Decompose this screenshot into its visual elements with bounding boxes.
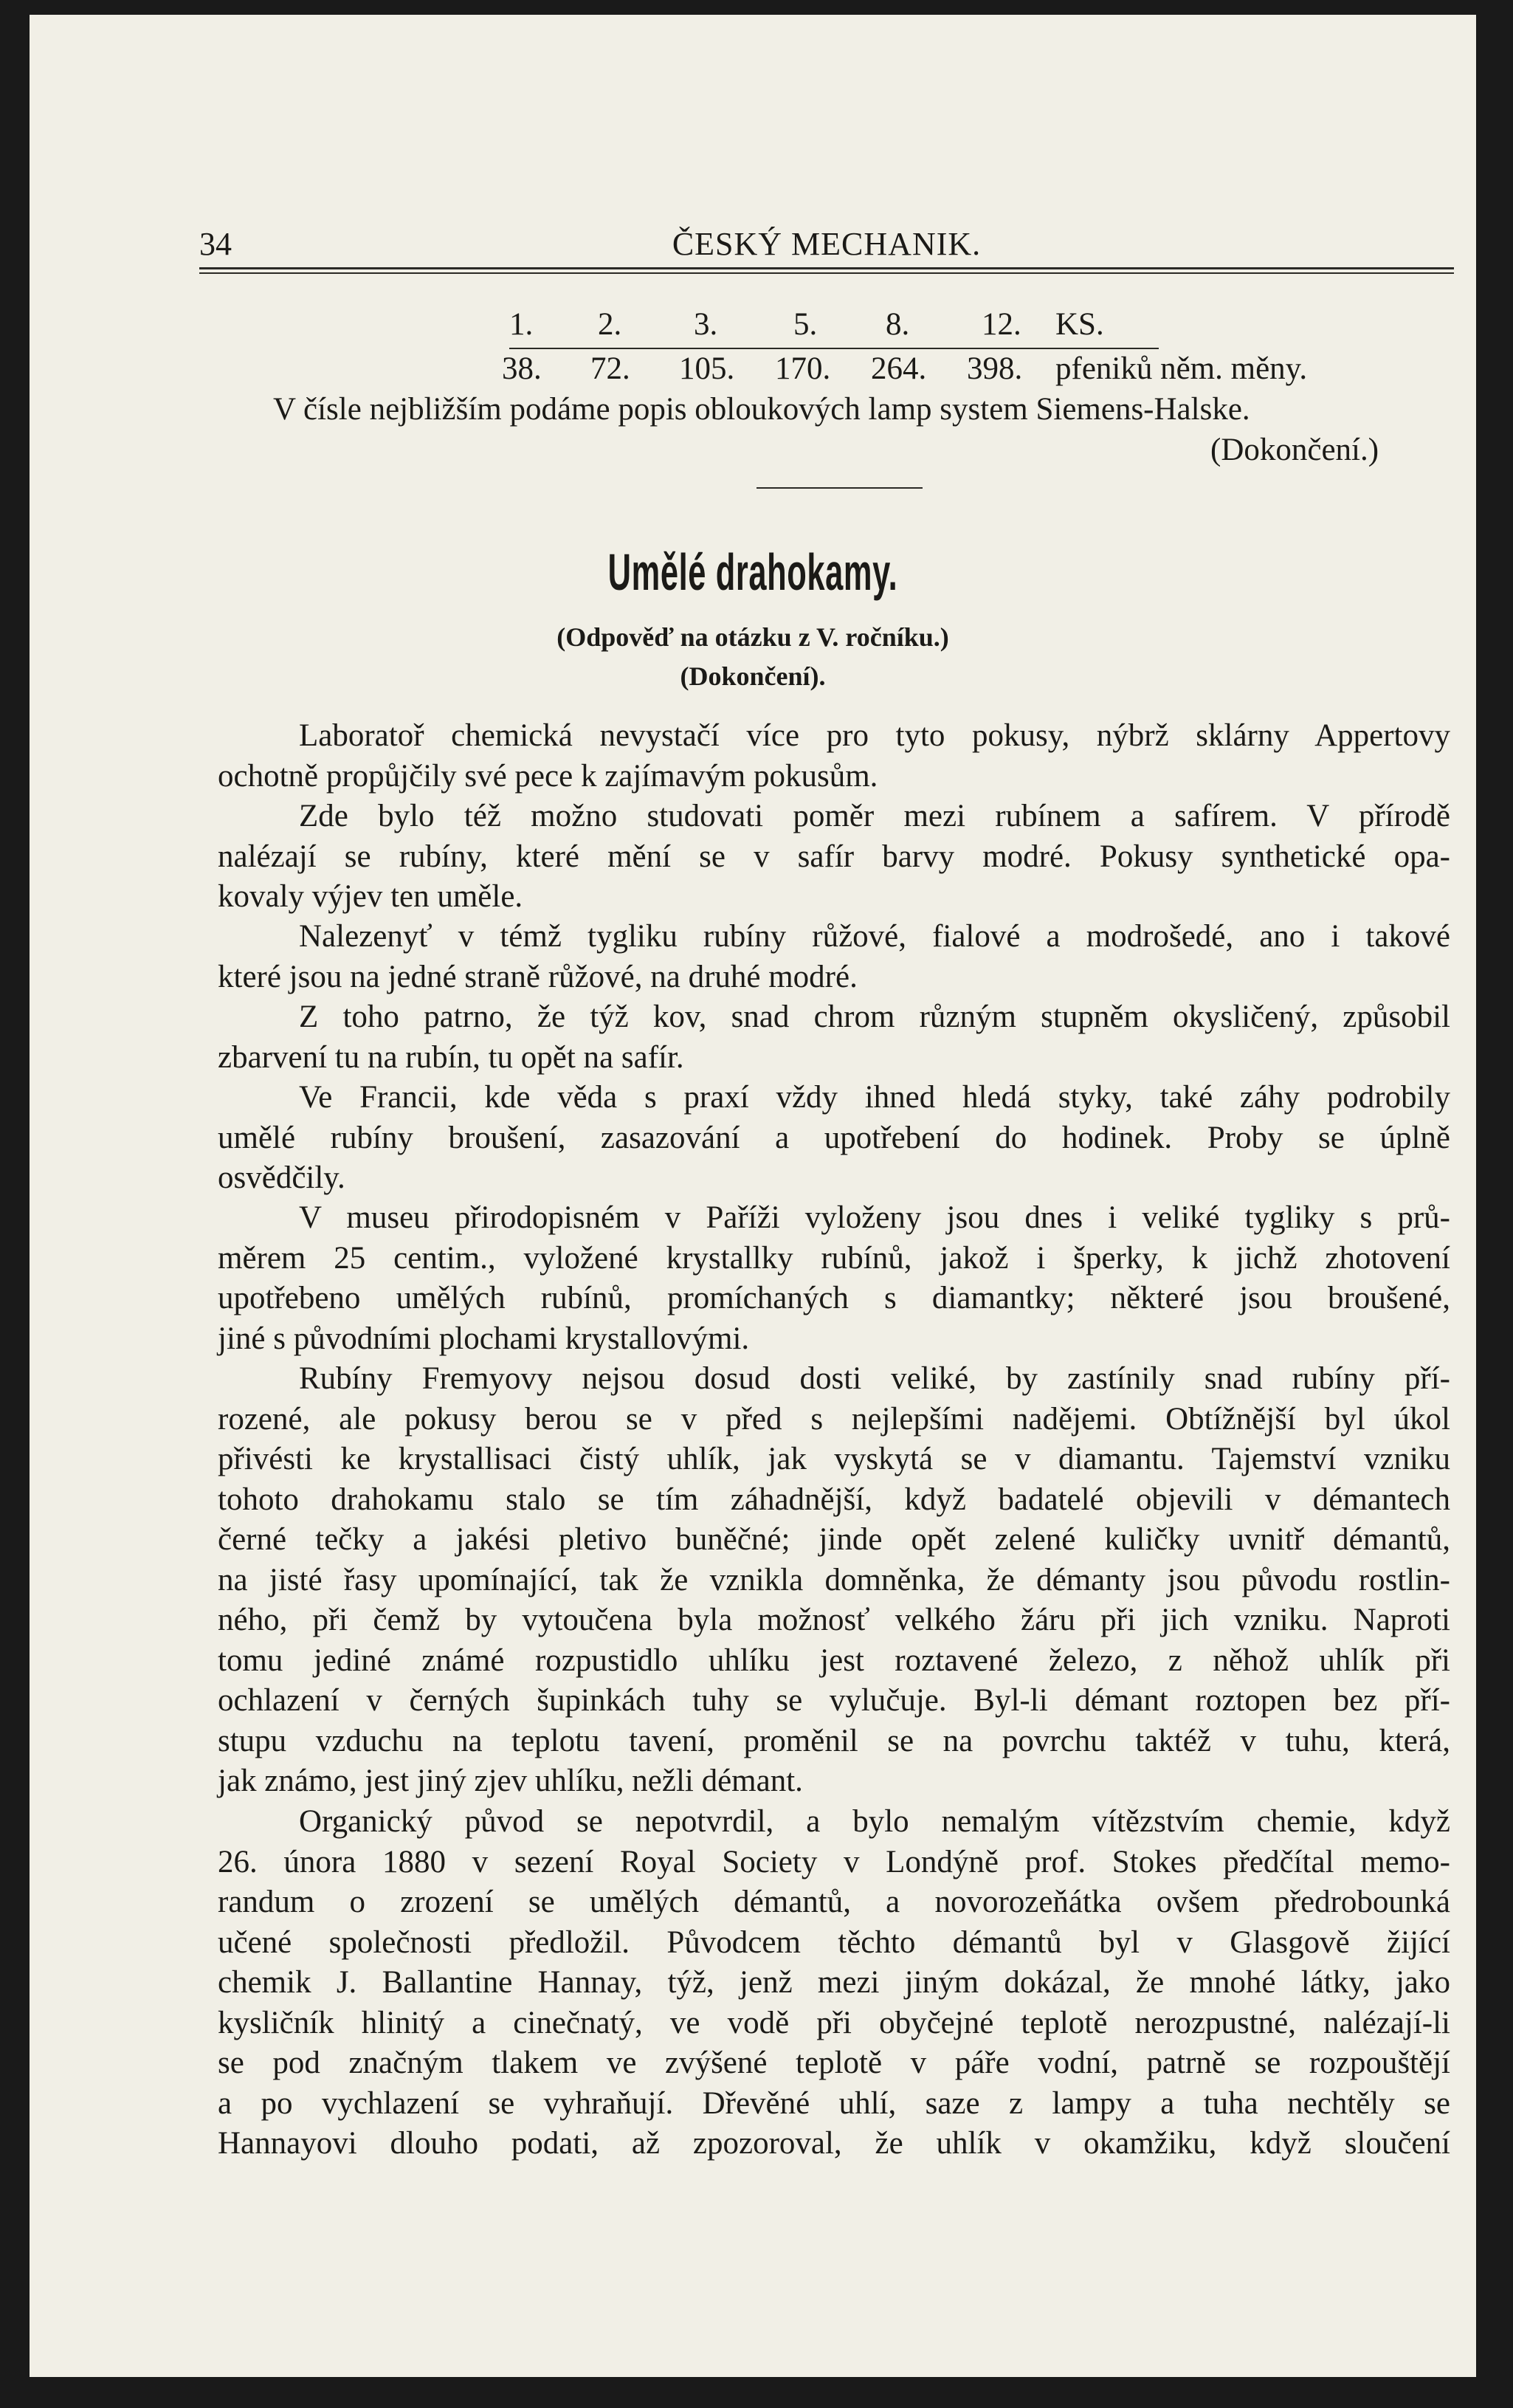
text-line: se pod značným tlakem ve zvýšené teplotě v páře vodní, patrně se rozpouštějí <box>218 2046 1450 2080</box>
text-line: které jsou na jedné straně růžové, na druhé modré. <box>218 959 858 994</box>
table-cell: 12. <box>982 307 1021 342</box>
unit-prefix: p <box>1055 351 1072 386</box>
text-line: na jisté řasy upomínající, tak že vznikla domněnka, že démanty jsou původu rostlin- <box>218 1562 1450 1597</box>
text-line: Hannayovi dlouho podati, až zpozoroval, že uhlík v okamžiku, když sloučení <box>218 2126 1450 2161</box>
text-line: tomu jediné známé rozpustidlo uhlíku jest roztavené železo, z něhož uhlík při <box>218 1642 1450 1678</box>
text-line: ochotně propůjčily své pece k zajímavým pokusům. <box>218 758 878 794</box>
text-line: Nalezenyť v témž tygliku rubíny růžové, fialové a modrošedé, ano i takové <box>299 919 1450 954</box>
text-line: přivésti ke krystallisaci čistý uhlík, jak vyskytá se v diamantu. Tajemství vzniku <box>218 1442 1450 1476</box>
table-cell: 72. <box>590 351 630 386</box>
intro-line: V čísle nejbližším podáme popis obloukových lamp system Siemens-Halske. <box>273 392 1250 427</box>
text-line: Laboratoř chemická nevystačí více pro tyto pokusy, nýbrž sklárny Appertovy <box>299 718 1450 753</box>
paragraph <box>218 716 1450 797</box>
text-line: V museu přirodopisném v Paříži vyloženy jsou dnes i veliké tygliky s prů- <box>299 1200 1450 1235</box>
table-cell: 5. <box>793 307 818 342</box>
unit-text: feniků něm. měny. <box>1071 351 1308 386</box>
table-cell: 264. <box>871 351 927 386</box>
text-line: jak známo, jest jiný zjev uhlíku, nežli démant. <box>218 1764 803 1798</box>
paragraph <box>218 1198 1450 1359</box>
text-line: učené společnosti předložil. Původcem těchto démantů byl v Glasgově žijící <box>218 1924 1450 1960</box>
article-subtitle: (Odpověď na otázku z V. ročníku.) <box>556 622 949 652</box>
paragraph <box>218 1359 1450 1802</box>
text-line: a po vychlazení se vyhraňují. Dřevěné uhlí, saze z lampy a tuha nechtěly se <box>218 2085 1450 2121</box>
table-cell-unit <box>1055 351 1307 387</box>
table-cell: 1. <box>509 307 534 342</box>
paragraph <box>218 997 1450 1078</box>
text-line: rozené, ale pokusy berou se v před s nejlepšími nadějemi. Obtížnější byl úkol <box>218 1401 1450 1437</box>
document-page <box>30 15 1476 2377</box>
text-line: randum o zrození se umělých démantů, a novorozeňátka ovšem předrobounká <box>218 1885 1450 1919</box>
header-rule <box>199 267 1454 269</box>
table-cell: 3. <box>694 307 718 342</box>
paragraph <box>218 1078 1450 1199</box>
text-line: chemik J. Ballantine Hannay, týž, jenž mezi jiným dokázal, že mnohé látky, jako <box>218 1965 1450 2000</box>
text-line: 26. února 1880 v sezení Royal Society v Londýně prof. Stokes předčítal memo- <box>218 1844 1450 1879</box>
text-line: Organický původ se nepotvrdil, a bylo nemalým vítězstvím chemie, když <box>299 1804 1450 1839</box>
text-line: jiné s původními plochami krystallovými. <box>218 1321 750 1356</box>
table-rule <box>509 348 1159 349</box>
table-cell: 8. <box>886 307 910 342</box>
article-continuation-note: (Dokončení). <box>680 661 826 691</box>
text-line: kovaly výjev ten uměle. <box>218 879 523 914</box>
text-line: měrem 25 centim., vyložené krystallky rubínů, jakož i šperky, k jichž zhotovení <box>218 1240 1450 1276</box>
table-cell: 398. <box>967 351 1023 386</box>
text-line: Z toho patrno, že týž kov, snad chrom různým stupněm okysličený, způsobil <box>299 1000 1450 1034</box>
text-line: tohoto drahokamu stalo se tím záhadnější, když badatelé objevili v démantech <box>218 1482 1450 1517</box>
text-line: stupu vzduchu na teplotu tavení, proměnil se na povrchu taktéž v tuhu, která, <box>218 1723 1450 1758</box>
article-title: Umělé drahokamy. <box>607 543 898 601</box>
text-line: ochlazení v černých šupinkách tuhy se vylučuje. Byl-li démant roztopen bez pří- <box>218 1683 1450 1718</box>
text-line: osvědčily. <box>218 1160 345 1195</box>
text-line: kysličník hlinitý a cinečnatý, ve vodě při obyčejné teplotě nerozpustné, nalézají-li <box>218 2005 1450 2040</box>
table-cell: 38. <box>502 351 542 386</box>
text-line: ného, při čemž by vytoučena byla možnosť velkého žáru při jich vzniku. Naproti <box>218 1603 1450 1637</box>
page-header <box>199 225 1454 269</box>
text-line: černé tečky a jakési pletivo buněčné; jinde opět zelené kuličky uvnitř démantů, <box>218 1522 1450 1557</box>
table-cell: 170. <box>775 351 831 386</box>
intro-note: (Dokončení.) <box>1210 433 1379 467</box>
text-line: umělé rubíny broušení, zasazování a upotřebení do hodinek. Proby se úplně <box>218 1120 1450 1155</box>
text-line: zbarvení tu na rubín, tu opět na safír. <box>218 1039 684 1075</box>
running-title: ČESKÝ MECHANIK. <box>672 226 982 262</box>
header-rule-thin <box>199 272 1454 274</box>
text-line: nalézají se rubíny, které mění se v safír barvy modré. Pokusy synthetické opa- <box>218 839 1450 874</box>
page-number: 34 <box>199 226 232 262</box>
text-line: Zde bylo též možno studovati poměr mezi rubínem a safírem. V přírodě <box>299 799 1450 833</box>
section-divider <box>756 487 923 489</box>
text-line: upotřebeno umělých rubínů, promíchaných s diamantky; některé jsou broušené, <box>218 1281 1450 1315</box>
table-cell: 2. <box>598 307 622 342</box>
text-line: Rubíny Fremyovy nejsou dosud dosti veliké, by zastínily snad rubíny pří- <box>299 1361 1450 1396</box>
text-line: Ve Francii, kde věda s praxí vždy ihned hledá styky, také záhy podrobily <box>299 1080 1450 1115</box>
paragraph <box>218 797 1450 918</box>
paragraph <box>218 1802 1450 2164</box>
table-cell: KS. <box>1055 307 1104 342</box>
table-cell: 105. <box>679 351 735 386</box>
paragraph <box>218 917 1450 997</box>
